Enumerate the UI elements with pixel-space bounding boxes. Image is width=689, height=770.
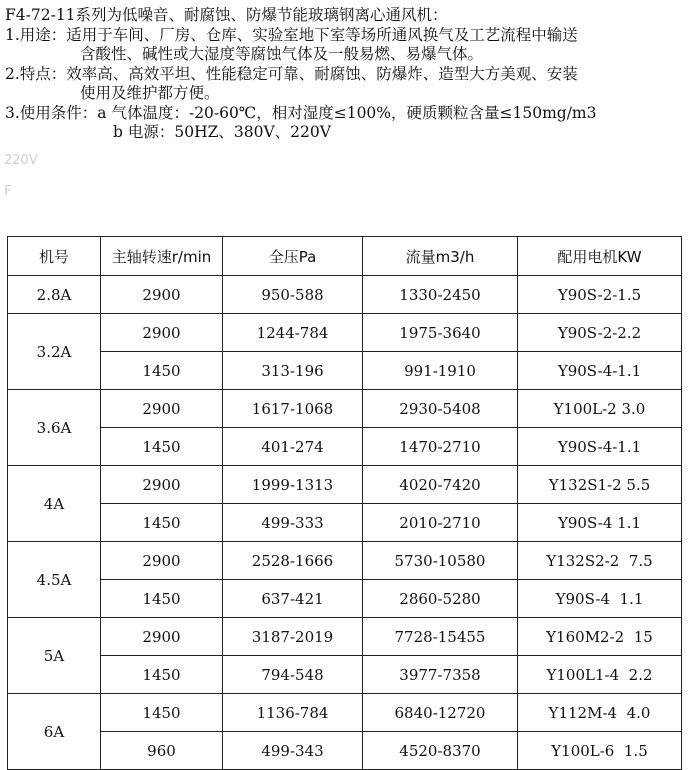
model-cell: 4.5A <box>8 542 101 618</box>
motor-cell: Y90S-2-2.2 <box>518 314 682 352</box>
speed-cell: 2900 <box>101 542 223 580</box>
flow-cell: 2010-2710 <box>363 504 518 542</box>
speed-cell: 1450 <box>101 428 223 466</box>
usage-text: 1.用途：适用于车间、厂房、仓库、实验室地下室等场所通风换气及工艺流程中输送 <box>5 25 578 44</box>
pressure-cell: 637-421 <box>223 580 363 618</box>
table-row <box>8 352 682 390</box>
motor-cell: Y100L-6 1.5 <box>518 732 682 770</box>
table-row <box>8 618 682 656</box>
header-pressure: 全压Pa <box>223 237 363 276</box>
speed-cell: 1450 <box>101 694 223 732</box>
speed-cell: 1450 <box>101 504 223 542</box>
pressure-cell: 1617-1068 <box>223 390 363 428</box>
speed-cell: 1450 <box>101 580 223 618</box>
motor-cell: Y90S-4 1.1 <box>518 580 682 618</box>
motor-cell: Y132S2-2 7.5 <box>518 542 682 580</box>
pressure-cell: 2528-1666 <box>223 542 363 580</box>
speed-cell: 2900 <box>101 618 223 656</box>
model-cell: 3.6A <box>8 390 101 466</box>
motor-cell: Y90S-4-1.1 <box>518 428 682 466</box>
motor-cell: Y90S-4 1.1 <box>518 504 682 542</box>
features-text-continued: 使用及维护都方便。 <box>80 84 220 102</box>
fan-spec-table <box>7 236 682 770</box>
table-row <box>8 694 682 732</box>
table-row <box>8 542 682 580</box>
table-row <box>8 504 682 542</box>
motor-cell: Y100L1-4 2.2 <box>518 656 682 694</box>
pressure-cell: 313-196 <box>223 352 363 390</box>
model-cell: 4A <box>8 466 101 542</box>
speed-cell: 2900 <box>101 276 223 314</box>
flow-cell: 4020-7420 <box>363 466 518 504</box>
flow-cell: 4520-8370 <box>363 732 518 770</box>
header-model: 机号 <box>8 237 101 276</box>
table-row <box>8 466 682 504</box>
features-text: 2.特点：效率高、高效平坦、性能稳定可靠、耐腐蚀、防爆炸、造型大方美观、安装 <box>5 64 578 83</box>
speed-cell: 960 <box>101 732 223 770</box>
pressure-cell: 1244-784 <box>223 314 363 352</box>
flow-cell: 5730-10580 <box>363 542 518 580</box>
usage-text-continued: 含酸性、碱性或大湿度等腐蚀气体及一般易燃、易爆气体。 <box>80 45 484 63</box>
motor-cell: Y90S-2-1.5 <box>518 276 682 314</box>
speed-cell: 2900 <box>101 314 223 352</box>
flow-cell: 2860-5280 <box>363 580 518 618</box>
table-row <box>8 314 682 352</box>
motor-cell: Y132S1-2 5.5 <box>518 466 682 504</box>
table-row <box>8 580 682 618</box>
pressure-cell: 1999-1313 <box>223 466 363 504</box>
flow-cell: 3977-7358 <box>363 656 518 694</box>
faded-artifact-2: F <box>4 184 12 199</box>
table-row <box>8 732 682 770</box>
pressure-cell: 401-274 <box>223 428 363 466</box>
power-supply-text: b 电源：50HZ、380V、220V <box>113 123 331 141</box>
motor-cell: Y100L-2 3.0 <box>518 390 682 428</box>
pressure-cell: 3187-2019 <box>223 618 363 656</box>
model-cell: 2.8A <box>8 276 101 314</box>
description-title: F4-72-11系列为低噪音、耐腐蚀、防爆节能玻璃钢离心通风机： <box>5 6 448 24</box>
header-motor: 配用电机KW <box>518 237 682 276</box>
table-header-row <box>8 237 682 276</box>
motor-cell: Y112M-4 4.0 <box>518 694 682 732</box>
table-row <box>8 276 682 314</box>
pressure-cell: 950-588 <box>223 276 363 314</box>
faded-artifact-1: 220V <box>4 153 38 168</box>
table-row <box>8 656 682 694</box>
model-cell: 3.2A <box>8 314 101 390</box>
flow-cell: 1470-2710 <box>363 428 518 466</box>
conditions-text: 3.使用条件：a 气体温度：-20-60℃，相对湿度≤100%，硬质颗粒含量≤150mg/m3 <box>5 103 597 122</box>
flow-cell: 1330-2450 <box>363 276 518 314</box>
speed-cell: 1450 <box>101 656 223 694</box>
product-description <box>5 6 685 143</box>
header-flow: 流量m3/h <box>363 237 518 276</box>
speed-cell: 2900 <box>101 466 223 504</box>
speed-cell: 1450 <box>101 352 223 390</box>
pressure-cell: 499-343 <box>223 732 363 770</box>
table-row <box>8 390 682 428</box>
header-speed: 主轴转速r/min <box>101 237 223 276</box>
pressure-cell: 794-548 <box>223 656 363 694</box>
model-cell: 6A <box>8 694 101 770</box>
flow-cell: 991-1910 <box>363 352 518 390</box>
pressure-cell: 499-333 <box>223 504 363 542</box>
flow-cell: 1975-3640 <box>363 314 518 352</box>
pressure-cell: 1136-784 <box>223 694 363 732</box>
model-cell: 5A <box>8 618 101 694</box>
motor-cell: Y160M2-2 15 <box>518 618 682 656</box>
motor-cell: Y90S-4-1.1 <box>518 352 682 390</box>
flow-cell: 2930-5408 <box>363 390 518 428</box>
flow-cell: 7728-15455 <box>363 618 518 656</box>
table-row <box>8 428 682 466</box>
speed-cell: 2900 <box>101 390 223 428</box>
flow-cell: 6840-12720 <box>363 694 518 732</box>
